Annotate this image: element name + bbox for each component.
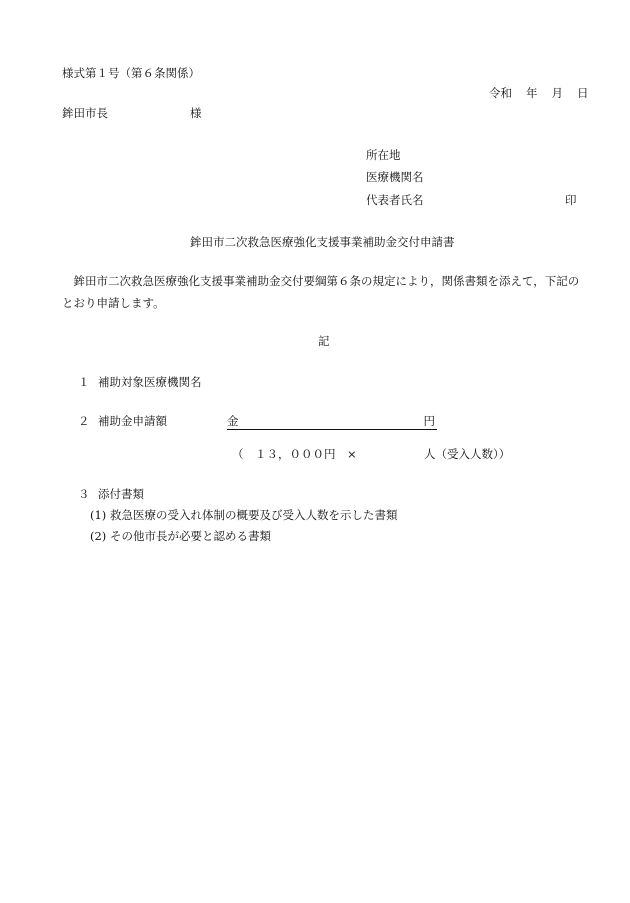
amount-prefix: 金: [227, 414, 239, 428]
institution-label: 医療機関名: [366, 170, 424, 184]
attachment-1: [90, 509, 397, 523]
item3-label: 添付書類: [98, 487, 144, 501]
attachment-2-number: (2): [90, 529, 107, 543]
date-era: 令和: [489, 86, 512, 100]
date-year: 年: [526, 86, 538, 100]
addressee-name: 鉾田市長: [62, 106, 108, 120]
form-number: 様式第１号（第６条関係）: [62, 66, 200, 80]
representative-label: 代表者氏名: [366, 193, 424, 207]
calc-close: 人（受入人数））: [424, 447, 511, 461]
amount-suffix: 円: [423, 414, 435, 428]
amount-field: [227, 415, 437, 430]
ki-heading: 記: [318, 334, 330, 348]
document-title: 鉾田市二次救急医療強化支援事業補助金交付申請書: [190, 235, 455, 249]
date-month: 月: [551, 86, 563, 100]
seal-mark: 印: [565, 193, 577, 207]
body-paragraph: 鉾田市二次救急医療強化支援事業補助金交付要綱第６条の規定により，関係書類を添えて，下記のとおり申請します。: [62, 274, 580, 310]
calc-open: （ １３，０００円 ×: [232, 447, 357, 461]
addressee-honorific: 様: [190, 106, 202, 120]
item1-label: 補助対象医療機関名: [98, 375, 202, 389]
date-day: 日: [577, 86, 589, 100]
attachment-1-number: (1): [90, 508, 107, 522]
attachment-1-text: 救急医療の受入れ体制の概要及び受入人数を示した書類: [109, 508, 398, 522]
item1-number: １: [78, 375, 90, 389]
item3-number: ３: [78, 487, 90, 501]
location-label: 所在地: [366, 148, 401, 162]
item2-number: ２: [78, 414, 90, 428]
attachment-2-text: その他市長が必要と認める書類: [109, 529, 271, 543]
attachment-2: [90, 530, 271, 544]
item2-label: 補助金申請額: [98, 414, 167, 428]
date-line: [489, 87, 589, 101]
